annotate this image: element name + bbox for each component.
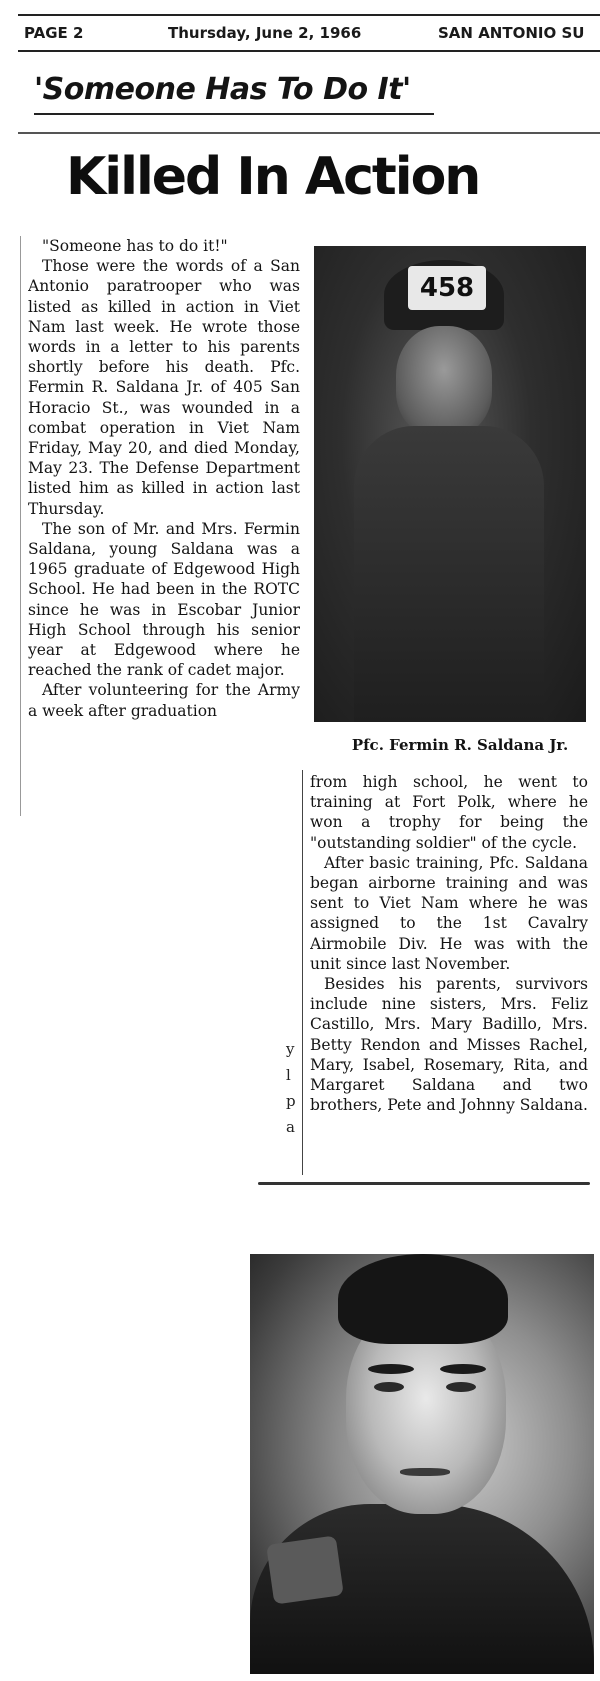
paragraph: Those were the words of a San Antonio paratrooper who was listed as killed in action in Viet Nam last week. He wrote those words in a letter to his parents shortly before his death. Pfc. Fermin R. Saldana Jr. of 405 San Horacio St., was wounded in a combat operation in Viet Nam Friday, May 20, and died Monday, May 23. The Defense Department listed him as killed in action last Thursday. [28, 257, 300, 518]
fragment: p [286, 1092, 296, 1110]
bottom-rule [258, 1182, 590, 1185]
paragraph: After volunteering for the Army a week after graduation [28, 681, 300, 720]
right-eye [446, 1382, 476, 1392]
paragraph: Besides his parents, survivors include nine sisters, Mrs. Feliz Castillo, Mrs. Mary Badillo, Mrs. Betty Rendon and Misses Rachel, Mary, Isabel, Rosemary, Rita, and Margaret Saldana and two brothers, Pete and Johnny Saldana. [310, 975, 588, 1115]
fragment: l [286, 1066, 291, 1084]
paragraph: "Someone has to do it!" [42, 237, 228, 255]
newspaper-name: SAN ANTONIO SU [438, 24, 585, 42]
fragment: a [286, 1118, 295, 1136]
kicker-headline: 'Someone Has To Do It' [34, 72, 434, 115]
hair [338, 1254, 508, 1344]
rule-divider [18, 132, 600, 134]
left-brow [368, 1364, 414, 1374]
helmet-number-tag: 458 [408, 266, 486, 310]
page-number: PAGE 2 [24, 24, 84, 42]
soldier-body [354, 426, 544, 722]
column-divider [302, 770, 303, 1175]
main-headline: Killed In Action [66, 147, 480, 207]
clipped-edge-fragments [286, 1036, 298, 1166]
paragraph: from high school, he went to training at Fort Polk, where he won a trophy for being the "outstanding soldier" of the cycle. [310, 773, 588, 852]
masthead [18, 14, 600, 52]
uniform-patch [266, 1535, 344, 1604]
fragment: y [286, 1040, 295, 1058]
photo-caption: Pfc. Fermin R. Saldana Jr. [351, 736, 569, 754]
article-column-1 [28, 236, 300, 802]
right-brow [440, 1364, 486, 1374]
article-column-2 [310, 772, 588, 1172]
portrait-photo-closeup [250, 1254, 594, 1674]
issue-date: Thursday, June 2, 1966 [168, 24, 362, 42]
soldier-face [396, 326, 492, 436]
left-eye [374, 1382, 404, 1392]
portrait-photo-helmet [314, 246, 586, 722]
paragraph: After basic training, Pfc. Saldana began airborne training and was sent to Viet Nam where he was assigned to the 1st Cavalry Airmobile Div. He was with the unit since last November. [310, 853, 588, 973]
mouth [400, 1468, 450, 1476]
paragraph: The son of Mr. and Mrs. Fermin Saldana, young Saldana was a 1965 graduate of Edgewood High School. He had been in the ROTC since he was in Escobar Junior High School through his senior year at Edgewood where he reached the rank of cadet major. [28, 519, 300, 680]
column-divider [20, 236, 21, 816]
